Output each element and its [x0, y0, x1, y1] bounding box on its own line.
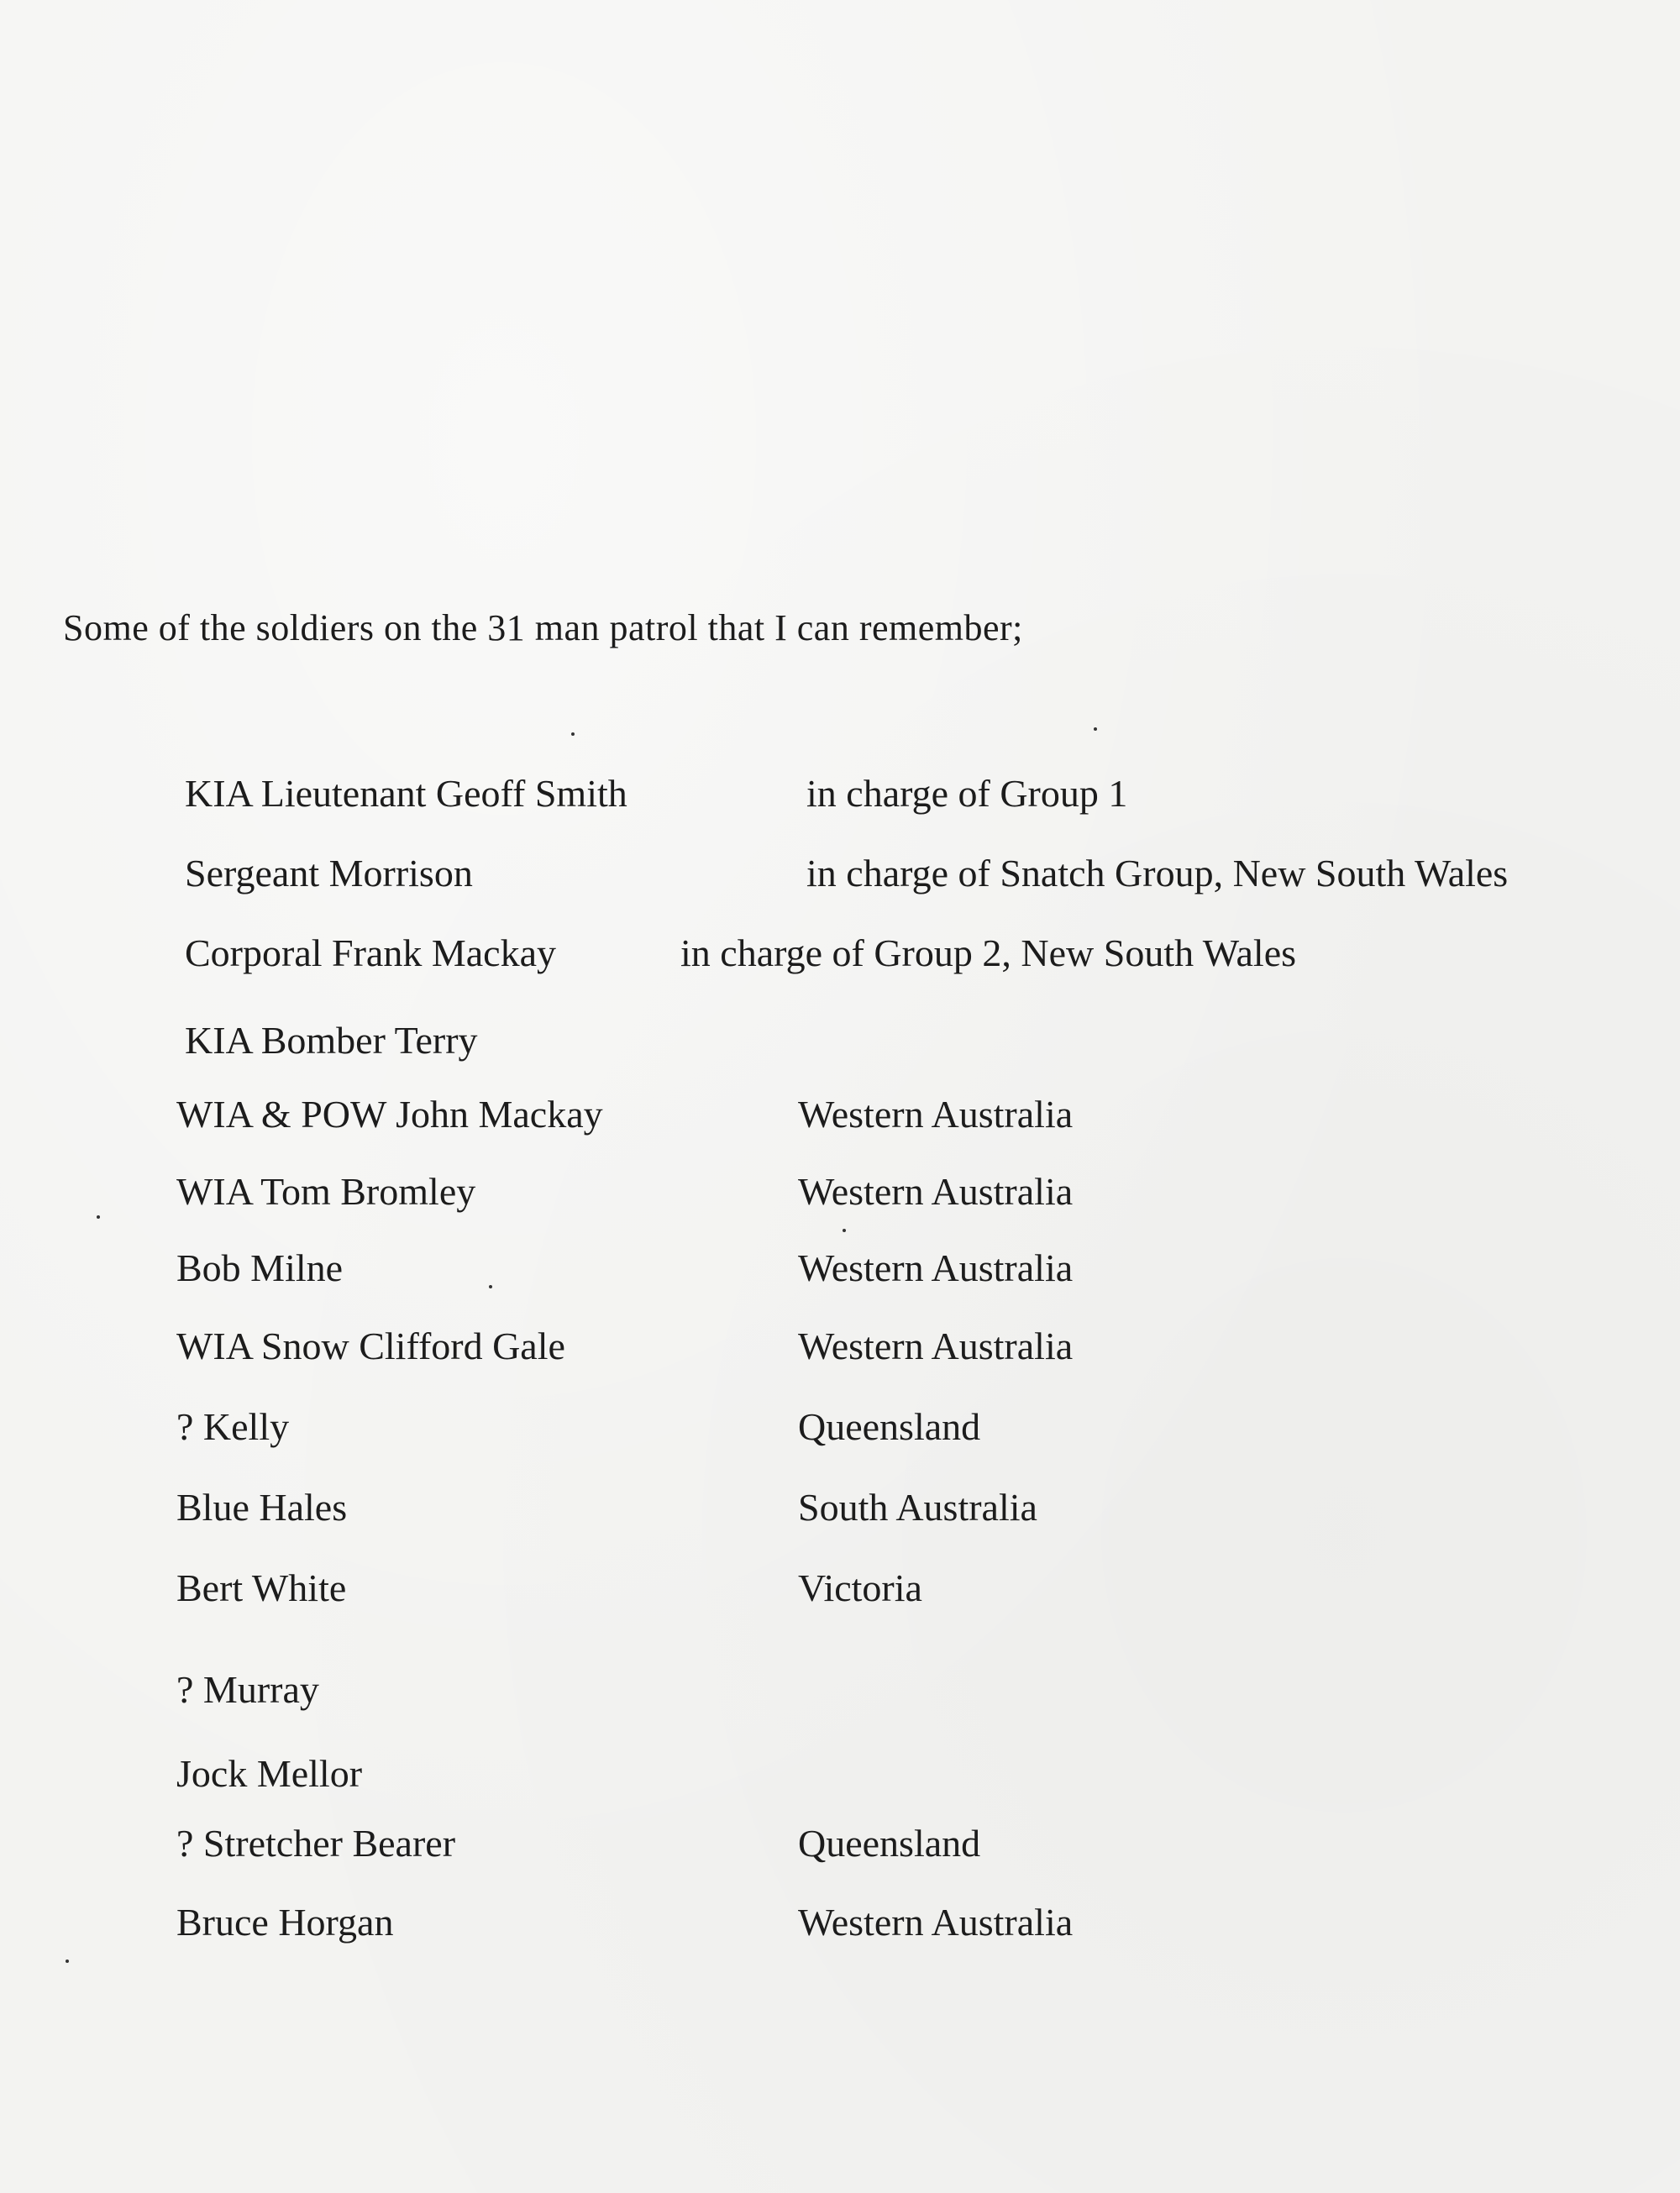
- soldier-name: Blue Hales: [176, 1486, 348, 1529]
- scan-speck: [66, 1960, 69, 1963]
- soldier-note: in charge of Group 1: [806, 772, 1128, 815]
- scan-speck: [489, 1285, 492, 1288]
- soldier-name: Bruce Horgan: [176, 1901, 394, 1944]
- soldier-name: KIA Lieutenant Geoff Smith: [185, 772, 627, 815]
- scan-speck: [1094, 727, 1097, 731]
- soldier-note: Western Australia: [798, 1901, 1074, 1944]
- soldier-name: ? Kelly: [176, 1405, 290, 1448]
- scan-speck: [843, 1229, 846, 1232]
- soldier-name: Corporal Frank Mackay: [185, 931, 556, 974]
- scan-speck: [571, 732, 575, 736]
- soldier-note: South Australia: [798, 1486, 1037, 1529]
- soldier-note: Western Australia: [798, 1325, 1074, 1367]
- soldier-note: in charge of Group 2, New South Wales: [680, 931, 1297, 974]
- soldier-name: KIA Bomber Terry: [185, 1019, 478, 1062]
- soldier-name: ? Murray: [176, 1668, 319, 1711]
- soldier-name: Jock Mellor: [176, 1752, 363, 1795]
- soldier-note: Queensland: [798, 1822, 981, 1865]
- soldier-name: Bert White: [176, 1566, 347, 1609]
- soldier-name: Bob Milne: [176, 1246, 344, 1289]
- soldier-note: Western Australia: [798, 1170, 1074, 1213]
- soldier-note: in charge of Snatch Group, New South Wales: [806, 852, 1509, 895]
- soldier-name: WIA Snow Clifford Gale: [176, 1325, 565, 1367]
- soldier-note: Western Australia: [798, 1093, 1074, 1136]
- intro-text: Some of the soldiers on the 31 man patrol that I can remember;: [63, 607, 1023, 648]
- soldier-name: WIA Tom Bromley: [176, 1170, 476, 1213]
- soldier-name: Sergeant Morrison: [185, 852, 473, 895]
- soldier-note: Queensland: [798, 1405, 981, 1448]
- soldier-note: Victoria: [798, 1566, 922, 1609]
- soldier-name: ? Stretcher Bearer: [176, 1822, 456, 1865]
- soldier-name: WIA & POW John Mackay: [176, 1093, 603, 1136]
- soldier-note: Western Australia: [798, 1246, 1074, 1289]
- scan-speck: [97, 1215, 100, 1219]
